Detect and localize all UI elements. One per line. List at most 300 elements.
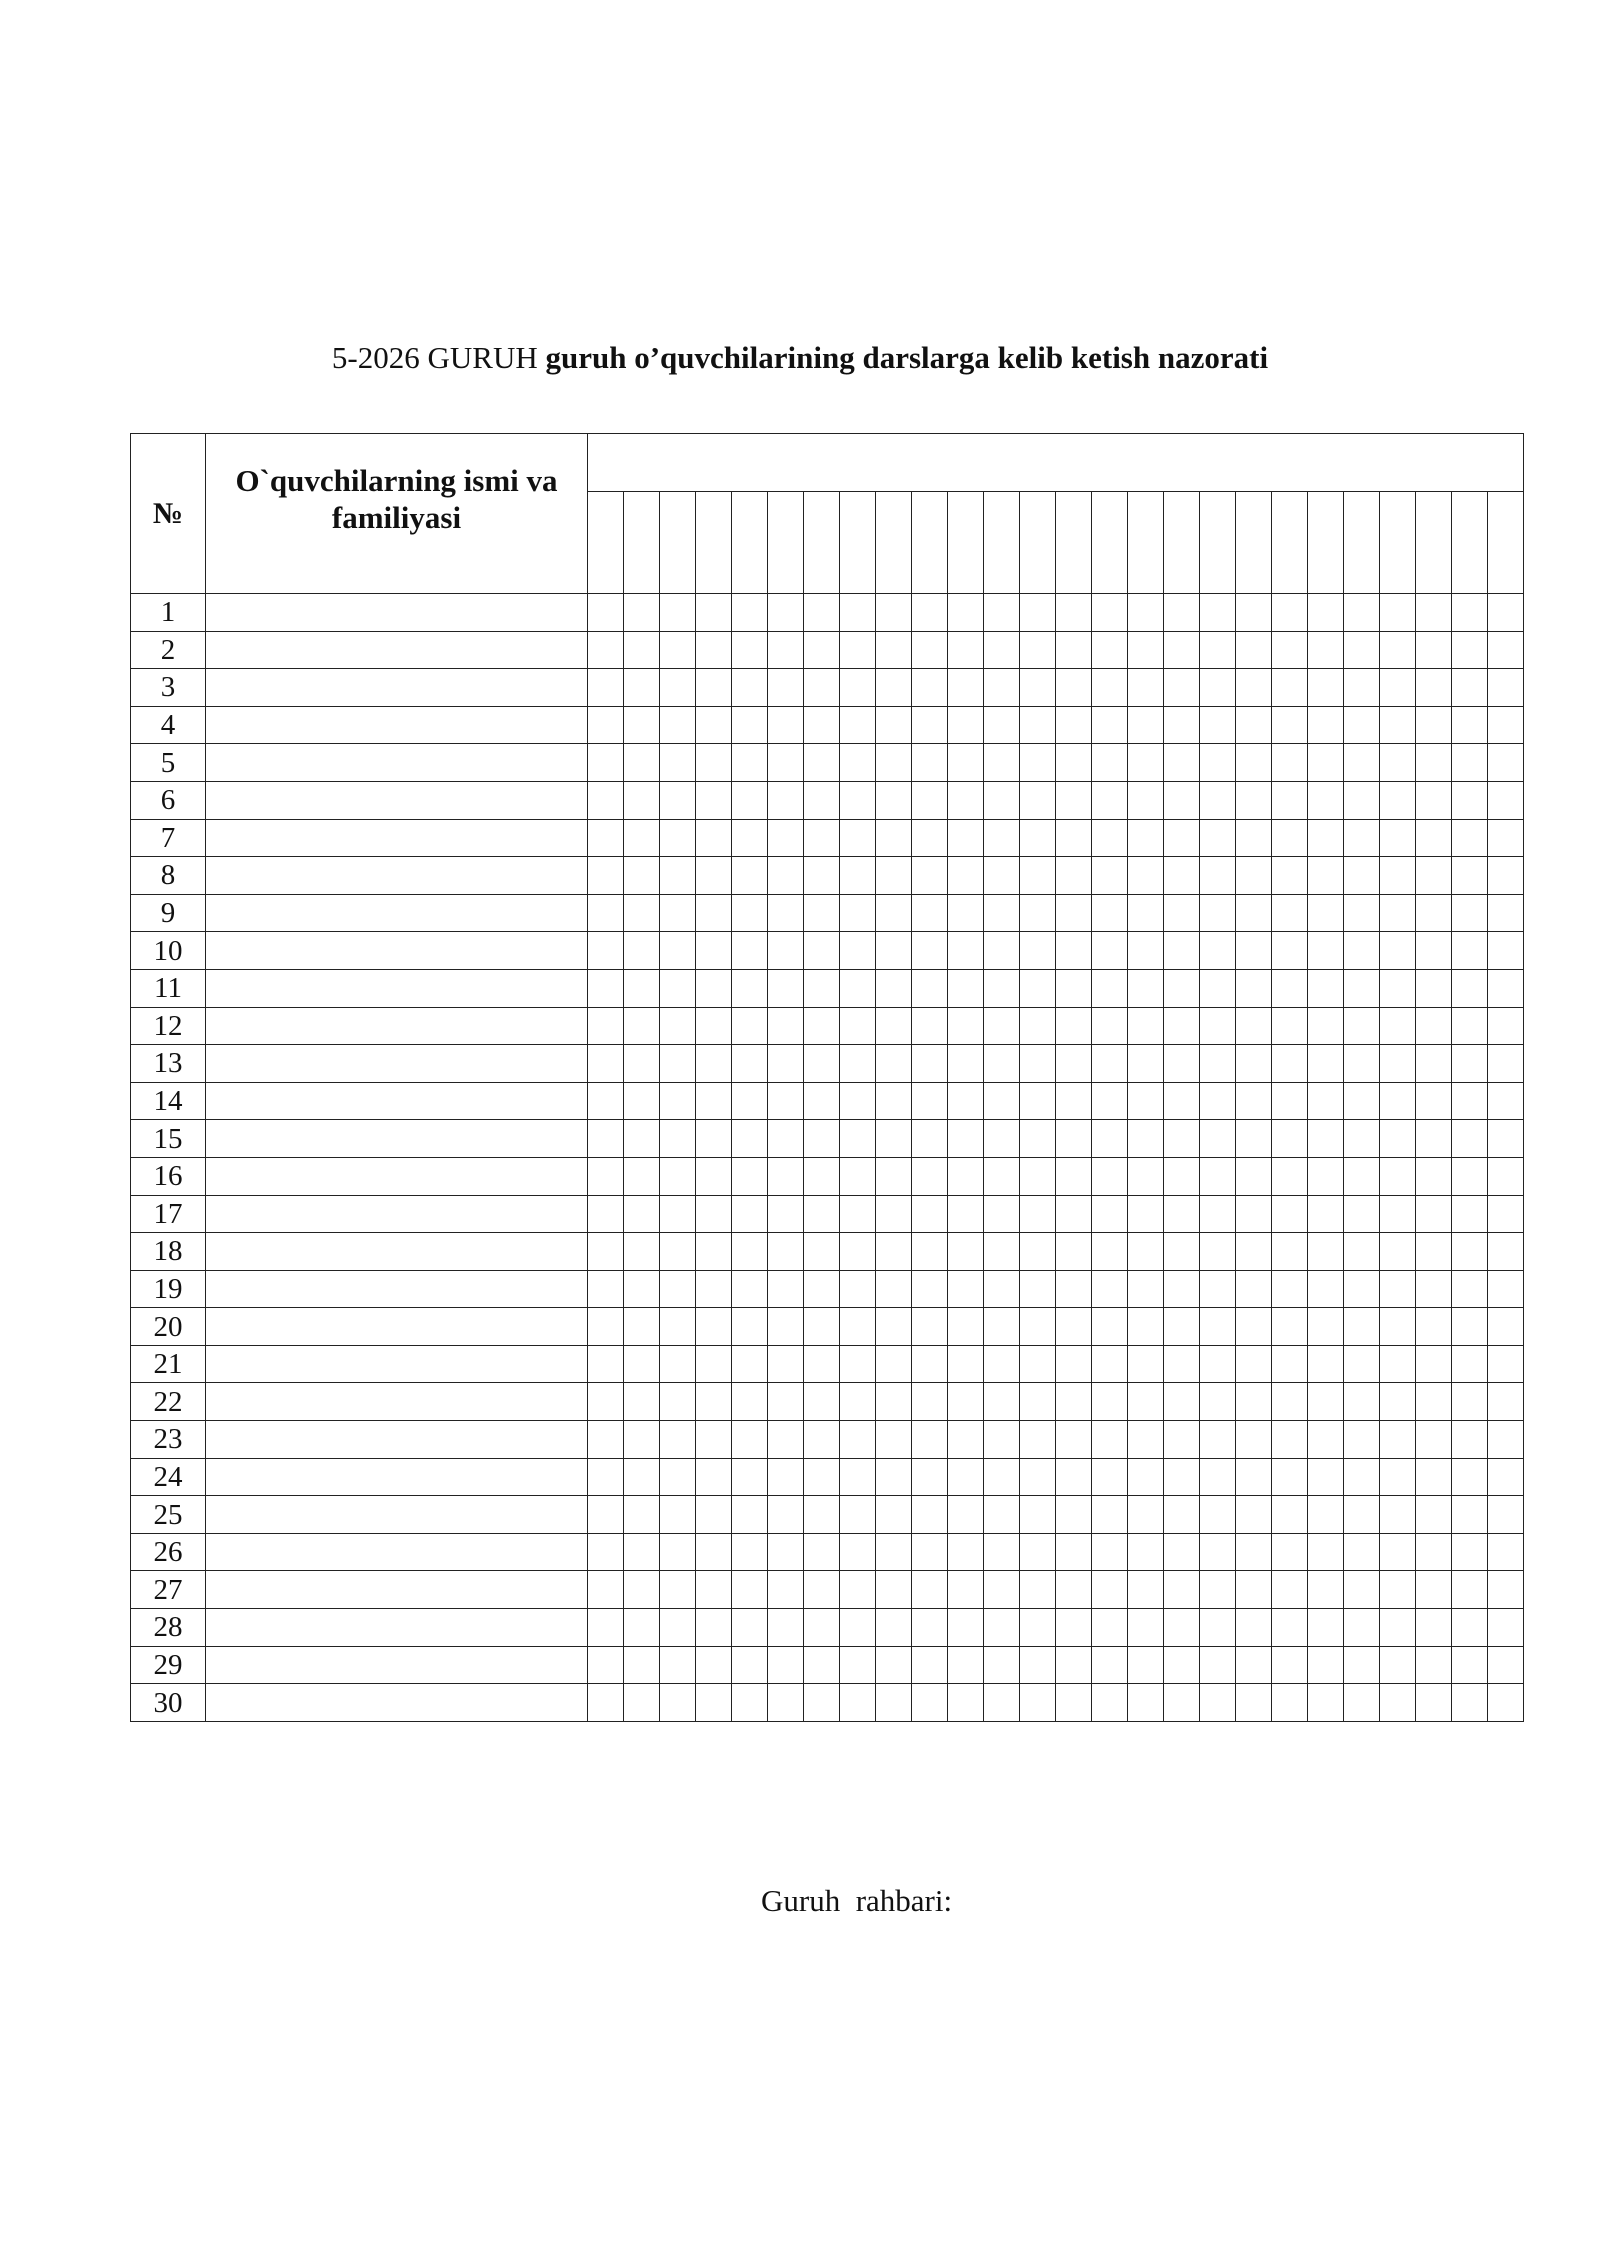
attendance-cell[interactable] bbox=[1380, 1120, 1416, 1158]
attendance-cell[interactable] bbox=[732, 594, 768, 632]
attendance-cell[interactable] bbox=[624, 744, 660, 782]
attendance-cell[interactable] bbox=[804, 969, 840, 1007]
attendance-cell[interactable] bbox=[1416, 1571, 1452, 1609]
day-header-cell[interactable] bbox=[1128, 492, 1164, 594]
attendance-cell[interactable] bbox=[1344, 1308, 1380, 1346]
attendance-cell[interactable] bbox=[876, 1646, 912, 1684]
student-name-cell[interactable] bbox=[206, 631, 588, 669]
attendance-cell[interactable] bbox=[1380, 744, 1416, 782]
attendance-cell[interactable] bbox=[912, 1684, 948, 1722]
attendance-cell[interactable] bbox=[804, 1007, 840, 1045]
attendance-cell[interactable] bbox=[1164, 932, 1200, 970]
attendance-cell[interactable] bbox=[876, 1421, 912, 1459]
attendance-cell[interactable] bbox=[1452, 1458, 1488, 1496]
attendance-cell[interactable] bbox=[768, 1609, 804, 1647]
attendance-cell[interactable] bbox=[1416, 894, 1452, 932]
attendance-cell[interactable] bbox=[948, 1308, 984, 1346]
attendance-cell[interactable] bbox=[1200, 1646, 1236, 1684]
attendance-cell[interactable] bbox=[1488, 669, 1524, 707]
attendance-cell[interactable] bbox=[1236, 1571, 1272, 1609]
attendance-cell[interactable] bbox=[876, 594, 912, 632]
attendance-cell[interactable] bbox=[948, 706, 984, 744]
attendance-cell[interactable] bbox=[1236, 781, 1272, 819]
attendance-cell[interactable] bbox=[624, 1157, 660, 1195]
attendance-cell[interactable] bbox=[660, 706, 696, 744]
attendance-cell[interactable] bbox=[804, 1684, 840, 1722]
attendance-cell[interactable] bbox=[1056, 1233, 1092, 1271]
attendance-cell[interactable] bbox=[804, 706, 840, 744]
attendance-cell[interactable] bbox=[1488, 1007, 1524, 1045]
attendance-cell[interactable] bbox=[1020, 1609, 1056, 1647]
attendance-cell[interactable] bbox=[1308, 1195, 1344, 1233]
student-name-cell[interactable] bbox=[206, 669, 588, 707]
attendance-cell[interactable] bbox=[876, 669, 912, 707]
attendance-cell[interactable] bbox=[696, 706, 732, 744]
attendance-cell[interactable] bbox=[624, 819, 660, 857]
attendance-cell[interactable] bbox=[1236, 1308, 1272, 1346]
student-name-cell[interactable] bbox=[206, 594, 588, 632]
attendance-cell[interactable] bbox=[732, 1646, 768, 1684]
attendance-cell[interactable] bbox=[804, 1195, 840, 1233]
attendance-cell[interactable] bbox=[1200, 1233, 1236, 1271]
attendance-cell[interactable] bbox=[1272, 1082, 1308, 1120]
attendance-cell[interactable] bbox=[1452, 932, 1488, 970]
attendance-cell[interactable] bbox=[732, 819, 768, 857]
attendance-cell[interactable] bbox=[1092, 819, 1128, 857]
attendance-cell[interactable] bbox=[840, 1609, 876, 1647]
attendance-cell[interactable] bbox=[1488, 894, 1524, 932]
attendance-cell[interactable] bbox=[1200, 819, 1236, 857]
attendance-cell[interactable] bbox=[876, 969, 912, 1007]
day-header-cell[interactable] bbox=[840, 492, 876, 594]
attendance-cell[interactable] bbox=[1164, 1345, 1200, 1383]
attendance-cell[interactable] bbox=[1416, 1684, 1452, 1722]
attendance-cell[interactable] bbox=[912, 1157, 948, 1195]
attendance-cell[interactable] bbox=[1200, 744, 1236, 782]
attendance-cell[interactable] bbox=[984, 819, 1020, 857]
attendance-cell[interactable] bbox=[876, 1308, 912, 1346]
attendance-cell[interactable] bbox=[1308, 969, 1344, 1007]
attendance-cell[interactable] bbox=[696, 1233, 732, 1271]
attendance-cell[interactable] bbox=[624, 1533, 660, 1571]
attendance-cell[interactable] bbox=[876, 1233, 912, 1271]
attendance-cell[interactable] bbox=[660, 631, 696, 669]
attendance-cell[interactable] bbox=[624, 1646, 660, 1684]
attendance-cell[interactable] bbox=[660, 1120, 696, 1158]
attendance-cell[interactable] bbox=[588, 1383, 624, 1421]
attendance-cell[interactable] bbox=[876, 857, 912, 895]
attendance-cell[interactable] bbox=[732, 744, 768, 782]
attendance-cell[interactable] bbox=[696, 1345, 732, 1383]
attendance-cell[interactable] bbox=[696, 1646, 732, 1684]
attendance-cell[interactable] bbox=[1308, 1571, 1344, 1609]
attendance-cell[interactable] bbox=[588, 1421, 624, 1459]
attendance-cell[interactable] bbox=[660, 1533, 696, 1571]
attendance-cell[interactable] bbox=[1272, 1533, 1308, 1571]
attendance-cell[interactable] bbox=[948, 819, 984, 857]
attendance-cell[interactable] bbox=[1272, 1458, 1308, 1496]
attendance-cell[interactable] bbox=[1092, 706, 1128, 744]
attendance-cell[interactable] bbox=[912, 1421, 948, 1459]
attendance-cell[interactable] bbox=[660, 1157, 696, 1195]
attendance-cell[interactable] bbox=[588, 1195, 624, 1233]
day-header-cell[interactable] bbox=[660, 492, 696, 594]
attendance-cell[interactable] bbox=[804, 1533, 840, 1571]
attendance-cell[interactable] bbox=[1236, 1120, 1272, 1158]
attendance-cell[interactable] bbox=[1488, 1308, 1524, 1346]
attendance-cell[interactable] bbox=[804, 1045, 840, 1083]
attendance-cell[interactable] bbox=[1416, 1233, 1452, 1271]
attendance-cell[interactable] bbox=[1344, 932, 1380, 970]
attendance-cell[interactable] bbox=[1344, 1195, 1380, 1233]
attendance-cell[interactable] bbox=[1380, 1496, 1416, 1534]
attendance-cell[interactable] bbox=[1416, 1120, 1452, 1158]
attendance-cell[interactable] bbox=[588, 819, 624, 857]
attendance-cell[interactable] bbox=[804, 1120, 840, 1158]
attendance-cell[interactable] bbox=[1272, 1120, 1308, 1158]
attendance-cell[interactable] bbox=[660, 1609, 696, 1647]
attendance-cell[interactable] bbox=[1488, 857, 1524, 895]
attendance-cell[interactable] bbox=[1308, 857, 1344, 895]
attendance-cell[interactable] bbox=[876, 1045, 912, 1083]
attendance-cell[interactable] bbox=[1488, 631, 1524, 669]
attendance-cell[interactable] bbox=[840, 1308, 876, 1346]
attendance-cell[interactable] bbox=[696, 932, 732, 970]
attendance-cell[interactable] bbox=[1020, 932, 1056, 970]
attendance-cell[interactable] bbox=[984, 1157, 1020, 1195]
student-name-cell[interactable] bbox=[206, 1421, 588, 1459]
attendance-cell[interactable] bbox=[1200, 969, 1236, 1007]
attendance-cell[interactable] bbox=[1272, 1383, 1308, 1421]
attendance-cell[interactable] bbox=[1164, 744, 1200, 782]
attendance-cell[interactable] bbox=[624, 1458, 660, 1496]
attendance-cell[interactable] bbox=[1056, 1308, 1092, 1346]
attendance-cell[interactable] bbox=[948, 1045, 984, 1083]
attendance-cell[interactable] bbox=[804, 1308, 840, 1346]
attendance-cell[interactable] bbox=[984, 857, 1020, 895]
attendance-cell[interactable] bbox=[1416, 1458, 1452, 1496]
attendance-cell[interactable] bbox=[1092, 631, 1128, 669]
attendance-cell[interactable] bbox=[1092, 1533, 1128, 1571]
attendance-cell[interactable] bbox=[1128, 1421, 1164, 1459]
attendance-cell[interactable] bbox=[840, 1684, 876, 1722]
attendance-cell[interactable] bbox=[1272, 1684, 1308, 1722]
day-header-cell[interactable] bbox=[624, 492, 660, 594]
attendance-cell[interactable] bbox=[1344, 894, 1380, 932]
attendance-cell[interactable] bbox=[948, 1157, 984, 1195]
attendance-cell[interactable] bbox=[1200, 1195, 1236, 1233]
attendance-cell[interactable] bbox=[660, 969, 696, 1007]
attendance-cell[interactable] bbox=[1020, 1345, 1056, 1383]
attendance-cell[interactable] bbox=[948, 857, 984, 895]
attendance-cell[interactable] bbox=[1128, 744, 1164, 782]
attendance-cell[interactable] bbox=[1416, 857, 1452, 895]
attendance-cell[interactable] bbox=[948, 969, 984, 1007]
student-name-cell[interactable] bbox=[206, 1345, 588, 1383]
attendance-cell[interactable] bbox=[1488, 819, 1524, 857]
attendance-cell[interactable] bbox=[1200, 1533, 1236, 1571]
attendance-cell[interactable] bbox=[768, 594, 804, 632]
attendance-cell[interactable] bbox=[1056, 1383, 1092, 1421]
attendance-cell[interactable] bbox=[1200, 1270, 1236, 1308]
attendance-cell[interactable] bbox=[1164, 1308, 1200, 1346]
attendance-cell[interactable] bbox=[1020, 1684, 1056, 1722]
attendance-cell[interactable] bbox=[912, 669, 948, 707]
attendance-cell[interactable] bbox=[1128, 857, 1164, 895]
attendance-cell[interactable] bbox=[768, 1533, 804, 1571]
attendance-cell[interactable] bbox=[984, 1270, 1020, 1308]
attendance-cell[interactable] bbox=[1236, 1195, 1272, 1233]
attendance-cell[interactable] bbox=[1272, 744, 1308, 782]
attendance-cell[interactable] bbox=[876, 1458, 912, 1496]
attendance-cell[interactable] bbox=[1344, 706, 1380, 744]
attendance-cell[interactable] bbox=[696, 594, 732, 632]
attendance-cell[interactable] bbox=[1272, 969, 1308, 1007]
attendance-cell[interactable] bbox=[1164, 1007, 1200, 1045]
day-header-cell[interactable] bbox=[1236, 492, 1272, 594]
attendance-cell[interactable] bbox=[1056, 1684, 1092, 1722]
attendance-cell[interactable] bbox=[1092, 1308, 1128, 1346]
day-header-cell[interactable] bbox=[732, 492, 768, 594]
attendance-cell[interactable] bbox=[804, 1270, 840, 1308]
attendance-cell[interactable] bbox=[1020, 744, 1056, 782]
attendance-cell[interactable] bbox=[1380, 1007, 1416, 1045]
attendance-cell[interactable] bbox=[1056, 706, 1092, 744]
attendance-cell[interactable] bbox=[1344, 1045, 1380, 1083]
attendance-cell[interactable] bbox=[624, 594, 660, 632]
attendance-cell[interactable] bbox=[840, 1082, 876, 1120]
attendance-cell[interactable] bbox=[1236, 631, 1272, 669]
attendance-cell[interactable] bbox=[1128, 1270, 1164, 1308]
attendance-cell[interactable] bbox=[768, 781, 804, 819]
attendance-cell[interactable] bbox=[696, 1120, 732, 1158]
attendance-cell[interactable] bbox=[1056, 1609, 1092, 1647]
attendance-cell[interactable] bbox=[912, 1045, 948, 1083]
attendance-cell[interactable] bbox=[1056, 1195, 1092, 1233]
attendance-cell[interactable] bbox=[1200, 1684, 1236, 1722]
student-name-cell[interactable] bbox=[206, 1533, 588, 1571]
attendance-cell[interactable] bbox=[1236, 1007, 1272, 1045]
attendance-cell[interactable] bbox=[768, 1345, 804, 1383]
attendance-cell[interactable] bbox=[1236, 1345, 1272, 1383]
attendance-cell[interactable] bbox=[1308, 1421, 1344, 1459]
day-header-cell[interactable] bbox=[696, 492, 732, 594]
attendance-cell[interactable] bbox=[840, 819, 876, 857]
attendance-cell[interactable] bbox=[804, 781, 840, 819]
attendance-cell[interactable] bbox=[1128, 1082, 1164, 1120]
attendance-cell[interactable] bbox=[912, 706, 948, 744]
student-name-cell[interactable] bbox=[206, 969, 588, 1007]
attendance-cell[interactable] bbox=[876, 1082, 912, 1120]
attendance-cell[interactable] bbox=[984, 1571, 1020, 1609]
attendance-cell[interactable] bbox=[1020, 781, 1056, 819]
attendance-cell[interactable] bbox=[840, 969, 876, 1007]
attendance-cell[interactable] bbox=[1272, 1421, 1308, 1459]
attendance-cell[interactable] bbox=[1092, 894, 1128, 932]
attendance-cell[interactable] bbox=[732, 1120, 768, 1158]
attendance-cell[interactable] bbox=[732, 1345, 768, 1383]
attendance-cell[interactable] bbox=[1308, 1157, 1344, 1195]
attendance-cell[interactable] bbox=[840, 1646, 876, 1684]
attendance-cell[interactable] bbox=[624, 1007, 660, 1045]
attendance-cell[interactable] bbox=[696, 669, 732, 707]
attendance-cell[interactable] bbox=[1092, 781, 1128, 819]
attendance-cell[interactable] bbox=[588, 1308, 624, 1346]
attendance-cell[interactable] bbox=[948, 1421, 984, 1459]
attendance-cell[interactable] bbox=[948, 1345, 984, 1383]
day-header-cell[interactable] bbox=[1056, 492, 1092, 594]
attendance-cell[interactable] bbox=[1020, 1157, 1056, 1195]
attendance-cell[interactable] bbox=[1092, 1458, 1128, 1496]
attendance-cell[interactable] bbox=[1416, 1270, 1452, 1308]
attendance-cell[interactable] bbox=[840, 857, 876, 895]
attendance-cell[interactable] bbox=[1236, 1082, 1272, 1120]
attendance-cell[interactable] bbox=[1344, 1496, 1380, 1534]
attendance-cell[interactable] bbox=[1092, 744, 1128, 782]
attendance-cell[interactable] bbox=[1092, 1045, 1128, 1083]
attendance-cell[interactable] bbox=[660, 932, 696, 970]
attendance-cell[interactable] bbox=[1344, 1458, 1380, 1496]
attendance-cell[interactable] bbox=[1308, 1383, 1344, 1421]
attendance-cell[interactable] bbox=[1236, 1045, 1272, 1083]
attendance-cell[interactable] bbox=[1272, 781, 1308, 819]
attendance-cell[interactable] bbox=[1344, 819, 1380, 857]
attendance-cell[interactable] bbox=[1056, 1646, 1092, 1684]
attendance-cell[interactable] bbox=[1128, 1007, 1164, 1045]
attendance-cell[interactable] bbox=[1380, 1082, 1416, 1120]
attendance-cell[interactable] bbox=[588, 594, 624, 632]
attendance-cell[interactable] bbox=[1416, 1383, 1452, 1421]
attendance-cell[interactable] bbox=[1200, 631, 1236, 669]
attendance-cell[interactable] bbox=[840, 1345, 876, 1383]
attendance-cell[interactable] bbox=[588, 1533, 624, 1571]
attendance-cell[interactable] bbox=[984, 1308, 1020, 1346]
attendance-cell[interactable] bbox=[1488, 1195, 1524, 1233]
attendance-cell[interactable] bbox=[984, 1533, 1020, 1571]
attendance-cell[interactable] bbox=[1452, 1609, 1488, 1647]
attendance-cell[interactable] bbox=[1056, 781, 1092, 819]
attendance-cell[interactable] bbox=[1128, 1233, 1164, 1271]
attendance-cell[interactable] bbox=[588, 932, 624, 970]
attendance-cell[interactable] bbox=[840, 1571, 876, 1609]
attendance-cell[interactable] bbox=[588, 1270, 624, 1308]
attendance-cell[interactable] bbox=[984, 1421, 1020, 1459]
attendance-cell[interactable] bbox=[1416, 819, 1452, 857]
attendance-cell[interactable] bbox=[1056, 1120, 1092, 1158]
attendance-cell[interactable] bbox=[1164, 1045, 1200, 1083]
attendance-cell[interactable] bbox=[624, 1120, 660, 1158]
attendance-cell[interactable] bbox=[1200, 1007, 1236, 1045]
attendance-cell[interactable] bbox=[1164, 1082, 1200, 1120]
attendance-cell[interactable] bbox=[588, 1233, 624, 1271]
attendance-cell[interactable] bbox=[1488, 1082, 1524, 1120]
attendance-cell[interactable] bbox=[984, 1045, 1020, 1083]
student-name-cell[interactable] bbox=[206, 1045, 588, 1083]
attendance-cell[interactable] bbox=[1308, 932, 1344, 970]
attendance-cell[interactable] bbox=[1056, 669, 1092, 707]
attendance-cell[interactable] bbox=[696, 1684, 732, 1722]
attendance-cell[interactable] bbox=[1452, 1120, 1488, 1158]
attendance-cell[interactable] bbox=[1164, 706, 1200, 744]
attendance-cell[interactable] bbox=[1020, 706, 1056, 744]
student-name-cell[interactable] bbox=[206, 1233, 588, 1271]
attendance-cell[interactable] bbox=[876, 1496, 912, 1534]
attendance-cell[interactable] bbox=[1164, 669, 1200, 707]
attendance-cell[interactable] bbox=[1056, 1458, 1092, 1496]
attendance-cell[interactable] bbox=[1452, 1308, 1488, 1346]
attendance-cell[interactable] bbox=[1200, 1345, 1236, 1383]
attendance-cell[interactable] bbox=[1092, 857, 1128, 895]
attendance-cell[interactable] bbox=[912, 932, 948, 970]
attendance-cell[interactable] bbox=[912, 1646, 948, 1684]
attendance-cell[interactable] bbox=[1200, 1421, 1236, 1459]
attendance-cell[interactable] bbox=[912, 857, 948, 895]
attendance-cell[interactable] bbox=[1056, 1496, 1092, 1534]
attendance-cell[interactable] bbox=[696, 1609, 732, 1647]
attendance-cell[interactable] bbox=[1272, 1045, 1308, 1083]
attendance-cell[interactable] bbox=[1272, 594, 1308, 632]
attendance-cell[interactable] bbox=[1092, 1345, 1128, 1383]
attendance-cell[interactable] bbox=[588, 1045, 624, 1083]
attendance-cell[interactable] bbox=[1092, 1233, 1128, 1271]
attendance-cell[interactable] bbox=[840, 744, 876, 782]
attendance-cell[interactable] bbox=[768, 1233, 804, 1271]
attendance-cell[interactable] bbox=[588, 1609, 624, 1647]
attendance-cell[interactable] bbox=[768, 857, 804, 895]
attendance-cell[interactable] bbox=[876, 1383, 912, 1421]
attendance-cell[interactable] bbox=[1020, 1383, 1056, 1421]
attendance-cell[interactable] bbox=[948, 1684, 984, 1722]
attendance-cell[interactable] bbox=[1128, 1571, 1164, 1609]
attendance-cell[interactable] bbox=[1128, 1458, 1164, 1496]
attendance-cell[interactable] bbox=[1272, 1496, 1308, 1534]
attendance-cell[interactable] bbox=[1380, 1458, 1416, 1496]
attendance-cell[interactable] bbox=[840, 1383, 876, 1421]
attendance-cell[interactable] bbox=[1128, 932, 1164, 970]
attendance-cell[interactable] bbox=[660, 1458, 696, 1496]
attendance-cell[interactable] bbox=[1380, 894, 1416, 932]
attendance-cell[interactable] bbox=[1416, 594, 1452, 632]
attendance-cell[interactable] bbox=[1308, 1345, 1344, 1383]
day-header-cell[interactable] bbox=[1200, 492, 1236, 594]
attendance-cell[interactable] bbox=[1164, 819, 1200, 857]
attendance-cell[interactable] bbox=[1344, 1609, 1380, 1647]
attendance-cell[interactable] bbox=[1200, 857, 1236, 895]
attendance-cell[interactable] bbox=[768, 669, 804, 707]
attendance-cell[interactable] bbox=[732, 894, 768, 932]
attendance-cell[interactable] bbox=[1380, 1533, 1416, 1571]
day-header-cell[interactable] bbox=[1344, 492, 1380, 594]
attendance-cell[interactable] bbox=[1452, 1533, 1488, 1571]
attendance-cell[interactable] bbox=[948, 1233, 984, 1271]
attendance-cell[interactable] bbox=[1344, 631, 1380, 669]
attendance-cell[interactable] bbox=[1128, 669, 1164, 707]
attendance-cell[interactable] bbox=[1272, 631, 1308, 669]
attendance-cell[interactable] bbox=[1056, 894, 1092, 932]
attendance-cell[interactable] bbox=[1164, 1270, 1200, 1308]
attendance-cell[interactable] bbox=[804, 1345, 840, 1383]
attendance-cell[interactable] bbox=[1416, 781, 1452, 819]
attendance-cell[interactable] bbox=[948, 1270, 984, 1308]
attendance-cell[interactable] bbox=[768, 894, 804, 932]
student-name-cell[interactable] bbox=[206, 1646, 588, 1684]
attendance-cell[interactable] bbox=[912, 594, 948, 632]
attendance-cell[interactable] bbox=[1380, 631, 1416, 669]
attendance-cell[interactable] bbox=[1308, 594, 1344, 632]
attendance-cell[interactable] bbox=[1092, 1646, 1128, 1684]
attendance-cell[interactable] bbox=[588, 706, 624, 744]
student-name-cell[interactable] bbox=[206, 932, 588, 970]
